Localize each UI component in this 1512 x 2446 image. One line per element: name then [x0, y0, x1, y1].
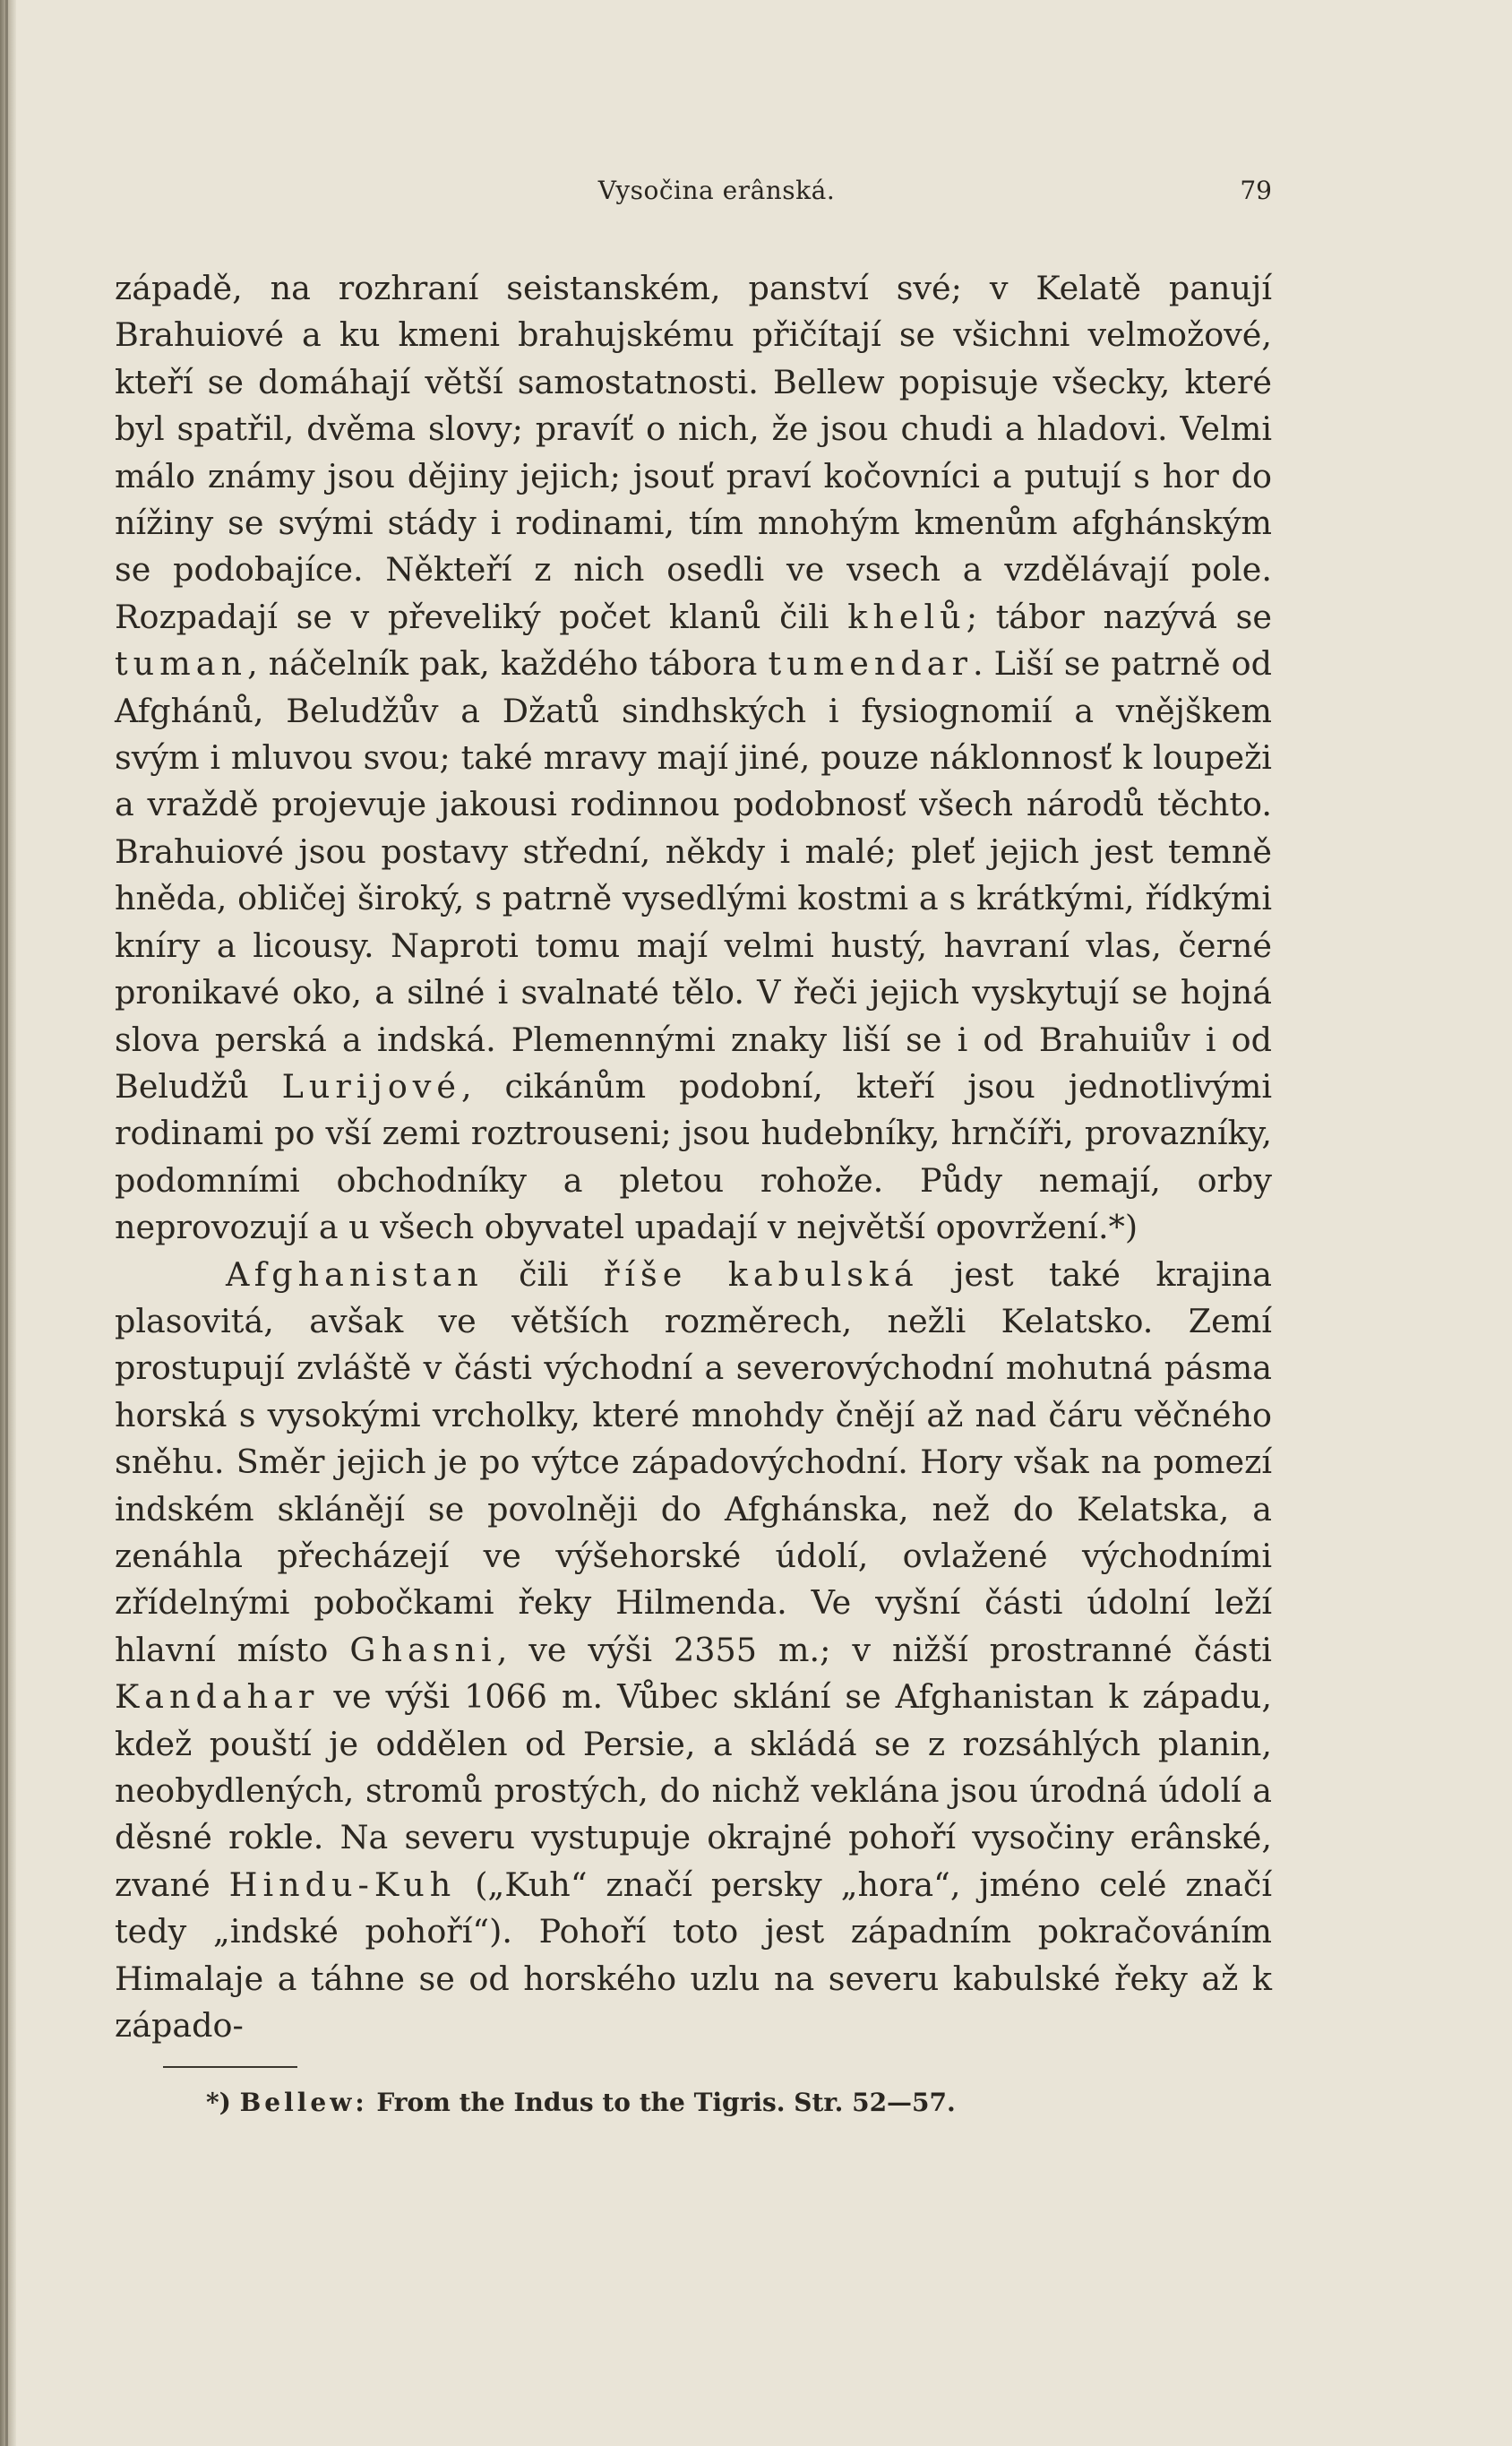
main-text	[115, 265, 1272, 2049]
binding-shadow	[5, 0, 8, 2446]
term-tumendar: tumendar	[768, 644, 973, 684]
term-afghanistan: Afghanistan	[226, 1254, 484, 1294]
binding-edge	[0, 0, 16, 2446]
footnote-text: From the Indus to the Tigris. Str. 52—57.	[376, 2088, 956, 2117]
paragraph-brahuiove: západě, na rozhraní seistanském, panství své; v Kelatě panují Brahuiové a ku kmeni brahujskému přičítají se všichni velmožové, kteří se domáhají větší samostatnosti. Bellew popisuje všecky, které byl spatřil, dvěma slovy; pravíť o nich, že jsou chudi a hladovi. Velmi málo známy jsou dějiny jejich; jsouť praví kočovníci a putují s hor do nížiny se svými stády i rodinami, tím mnohým kmenům afghánským se podobajíce. Někteří z nich osedli ve vsech a vzdělávají pole. Rozpadají se v převeliký počet klanů čili khelů; tábor nazývá se tuman, náčelník pak, každého tábora tumendar. Liší se patrně od Afghánů, Beludžův a Džatů sindhských i fysiognomií a vnějškem svým i mluvou svou; také mravy mají jiné, pouze náklonnosť k loupeži a vraždě projevuje jakousi rodinnou podobnosť všech národů těchto. Brahuiové jsou postavy střední, někdy i malé; pleť jejich jest temně hněda, obličej široký, s patrně vysedlými kostmi a s krátkými, řídkými kníry a licousy. Naproti tomu mají velmi hustý, havraní vlas, černé pronikavé oko, a silné i svalnaté tělo. V řeči jejich vyskytují se hojná slova perská a indská. Plemennými znaky liší se i od Brahuiův i od Beludžů Lurijové, cikánům podobní, kteří jsou jednotlivými rodinami po vší zemi roztrouseni; jsou hudebníky, hrnčíři, provazníky, podomními obchodníky a pletou rohože. Půdy nemají, orby neprovozují a u všech obyvatel upadají v největší opovržení.*)	[115, 269, 1272, 1247]
term-khelu: khelů	[847, 597, 966, 636]
footnote-rule	[163, 2066, 297, 2068]
term-kandahar: Kandahar	[115, 1677, 320, 1717]
running-title: Vysočina erânská.	[597, 176, 836, 205]
footnote	[206, 2088, 1191, 2117]
term-tuman: tuman	[115, 644, 248, 684]
paragraph-afghanistan: Afghanistan čili říše kabulská jest také krajina plasovitá, avšak ve větších rozměrech, nežli Kelatsko. Zemí prostupují zvláště v části východní a severovýchodní mohutná pásma horská s vysokými vrcholky, které mnohdy čnějí až nad čáru věčného sněhu. Směr jejich je po výtce západovýchodní. Hory však na pomezí indském sklánějí se povolněji do Afghánska, než do Kelatska, a zenáhla přecházejí ve výšehorské údolí, ovlažené východními zřídelnými pobočkami řeky Hilmenda. Ve vyšní části údolní leží hlavní místo Ghasni, ve výši 2355 m.; v nižší prostranné části Kandahar ve výši 1066 m. Vůbec sklání se Afghanistan k západu, kdež pouští je oddělen od Persie, a skládá se z rozsáhlých planin, neobydlených, stromů prostých, do nichž veklána jsou úrodná údolí a děsné rokle. Na severu vystupuje okrajné pohoří vysočiny erânské, zvané Hindu-Kuh („Kuh“ značí persky „hora“, jméno celé značí tedy „indské pohoří“). Pohoří toto jest západním pokračováním Himalaje a táhne se od horského uzlu na severu kabulské řeky až k západo-	[115, 1254, 1272, 2046]
page-number: 79	[1240, 176, 1272, 205]
term-rise-kabulska: říše kabulská	[603, 1254, 919, 1294]
term-hindu-kuh: Hindu-Kuh	[228, 1865, 457, 1904]
term-ghasni: Ghasni	[349, 1630, 497, 1669]
footnote-author: Bellew:	[239, 2088, 368, 2117]
footnote-marker: *)	[206, 2088, 231, 2117]
term-lurijove: Lurijové	[281, 1066, 462, 1106]
